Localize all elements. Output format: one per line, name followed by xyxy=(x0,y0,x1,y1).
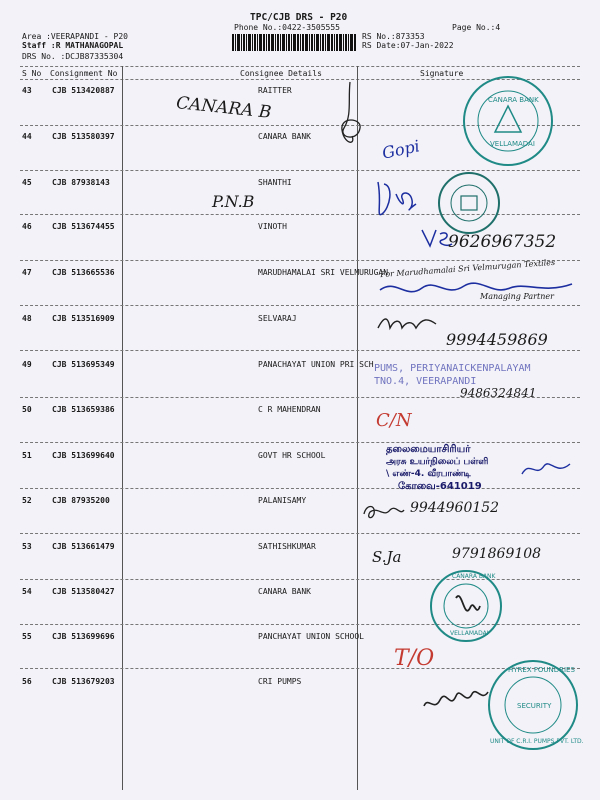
handwritten-note: CANARA B xyxy=(175,93,273,123)
column-divider xyxy=(357,66,358,790)
stamp-text: CANARA BANK xyxy=(488,96,539,104)
row-sno: 52 xyxy=(22,496,32,505)
handwritten-phone: 9944960152 xyxy=(410,500,500,516)
header-rule-top xyxy=(20,66,580,67)
row-consignment: CJB 87935200 xyxy=(52,496,110,505)
handwritten-signature: Gopi xyxy=(380,136,422,163)
signature-scribble xyxy=(330,80,370,150)
row-consignment: CJB 513420887 xyxy=(52,86,115,95)
row-consignee: CANARA BANK xyxy=(258,587,311,596)
row-consignment: CJB 513699640 xyxy=(52,451,115,460)
signature-scribble xyxy=(372,174,422,224)
row-consignment: CJB 513679203 xyxy=(52,677,115,686)
row-consignee: MARUDHAMALAI SRI VELMURUGAN xyxy=(258,268,389,277)
handwritten-signature: S.Ja xyxy=(372,548,402,566)
staff-label: Staff :R MATHANAGOPAL xyxy=(22,41,124,50)
row-consignee: RAITTER xyxy=(258,86,292,95)
signature-scribble xyxy=(520,456,572,482)
row-consignee: GOVT HR SCHOOL xyxy=(258,451,326,460)
row-consignment: CJB 513699696 xyxy=(52,632,115,641)
row-sno: 56 xyxy=(22,677,32,686)
row-consignment: CJB 513674455 xyxy=(52,222,115,231)
row-consignment: CJB 513695349 xyxy=(52,360,115,369)
handwritten-note: C/N xyxy=(376,410,412,431)
row-consignment: CJB 513661479 xyxy=(52,542,115,551)
row-consignee: PALANISAMY xyxy=(258,496,307,505)
rs-date: RS Date:07-Jan-2022 xyxy=(362,41,454,50)
row-sno: 46 xyxy=(22,222,32,231)
sheet-title: TPC/CJB DRS - P20 xyxy=(250,12,348,23)
headmaster-stamp-line: அரசு உயர்நிலைப் பள்ளி xyxy=(386,457,489,467)
row-consignment: CJB 513659386 xyxy=(52,405,115,414)
stamp-text: VELLAMADAI xyxy=(490,140,535,148)
row-sno: 47 xyxy=(22,268,32,277)
stamp-text: SECURITY xyxy=(517,702,552,710)
stamp-text: VELLAMADAI xyxy=(450,630,489,637)
row-sno: 48 xyxy=(22,314,32,323)
col-consignee: Consignee Details xyxy=(240,69,322,78)
row-consignee: PANACHAYAT UNION PRI SCH xyxy=(258,360,374,369)
signature-scribble xyxy=(362,500,406,522)
row-consignee: SELVARAJ xyxy=(258,314,297,323)
row-separator xyxy=(20,260,580,261)
signature-scribble xyxy=(420,676,490,718)
row-sno: 45 xyxy=(22,178,32,187)
signature-scribble xyxy=(376,312,440,334)
row-consignment: CJB 513516909 xyxy=(52,314,115,323)
row-separator xyxy=(20,442,580,443)
column-divider xyxy=(122,66,123,790)
school-stamp-line: PUMS, PERIYANAICKENPALAYAM xyxy=(374,363,531,374)
col-signature: Signature xyxy=(420,69,464,78)
headmaster-stamp-line: \ எண்-4. வீரபாண்டி xyxy=(386,469,471,479)
row-consignee: CRI PUMPS xyxy=(258,677,302,686)
row-separator xyxy=(20,305,580,306)
col-consignment: Consignment No xyxy=(50,69,118,78)
row-consignee: VINOTH xyxy=(258,222,287,231)
row-sno: 53 xyxy=(22,542,32,551)
row-sno: 54 xyxy=(22,587,32,596)
row-consignee: SATHISHKUMAR xyxy=(258,542,316,551)
handwritten-phone: 9626967352 xyxy=(448,232,557,252)
row-consignment: CJB 513580397 xyxy=(52,132,115,141)
company-stamp-text: For Marudhamalai Sri Velmurugan Textiles xyxy=(379,257,556,280)
row-sno: 50 xyxy=(22,405,32,414)
handwritten-phone: 9791869108 xyxy=(452,546,542,562)
row-consignee: PANCHAYAT UNION SCHOOL xyxy=(258,632,364,641)
rs-number: RS No.:873353 xyxy=(362,32,425,41)
row-separator xyxy=(20,488,580,489)
row-consignment: CJB 513665536 xyxy=(52,268,115,277)
phone-number: Phone No.:0422-3505555 xyxy=(234,23,340,32)
row-consignee: C R MAHENDRAN xyxy=(258,405,321,414)
school-stamp-line: TNO.4, VEERAPANDI xyxy=(374,376,477,387)
row-consignment: CJB 513580427 xyxy=(52,587,115,596)
row-consignee: SHANTHI xyxy=(258,178,292,187)
area-label: Area :VEERAPANDI - P20 xyxy=(22,32,128,41)
row-sno: 44 xyxy=(22,132,32,141)
headmaster-stamp-line: தலைமையாசிரியர் xyxy=(386,444,471,455)
row-sno: 55 xyxy=(22,632,32,641)
row-sno: 51 xyxy=(22,451,32,460)
page-number: Page No.:4 xyxy=(452,23,501,32)
stamp-text: UNIT OF C.R.I. PUMPS PVT. LTD. xyxy=(490,738,584,745)
canara-bank-stamp xyxy=(461,74,555,168)
handwritten-phone: 9994459869 xyxy=(446,330,548,349)
stamp-text: CANARA BANK xyxy=(452,573,496,580)
barcode xyxy=(232,34,356,51)
stamp-text: HYREX FOUNDRIES xyxy=(508,666,575,674)
row-consignee: CANARA BANK xyxy=(258,132,311,141)
drs-number: DRS No. :DCJB87335304 xyxy=(22,52,124,61)
handwritten-phone: 9486324841 xyxy=(460,386,537,400)
row-separator xyxy=(20,350,580,351)
row-separator xyxy=(20,533,580,534)
row-sno: 49 xyxy=(22,360,32,369)
row-sno: 43 xyxy=(22,86,32,95)
handwritten-note: T/O xyxy=(394,646,435,671)
row-consignment: CJB 87938143 xyxy=(52,178,110,187)
col-sno: S No xyxy=(22,69,42,78)
managing-partner-text: Managing Partner xyxy=(480,292,554,301)
handwritten-note: P.N.B xyxy=(212,192,255,211)
headmaster-stamp-line: கோவை-641019 xyxy=(398,481,482,492)
